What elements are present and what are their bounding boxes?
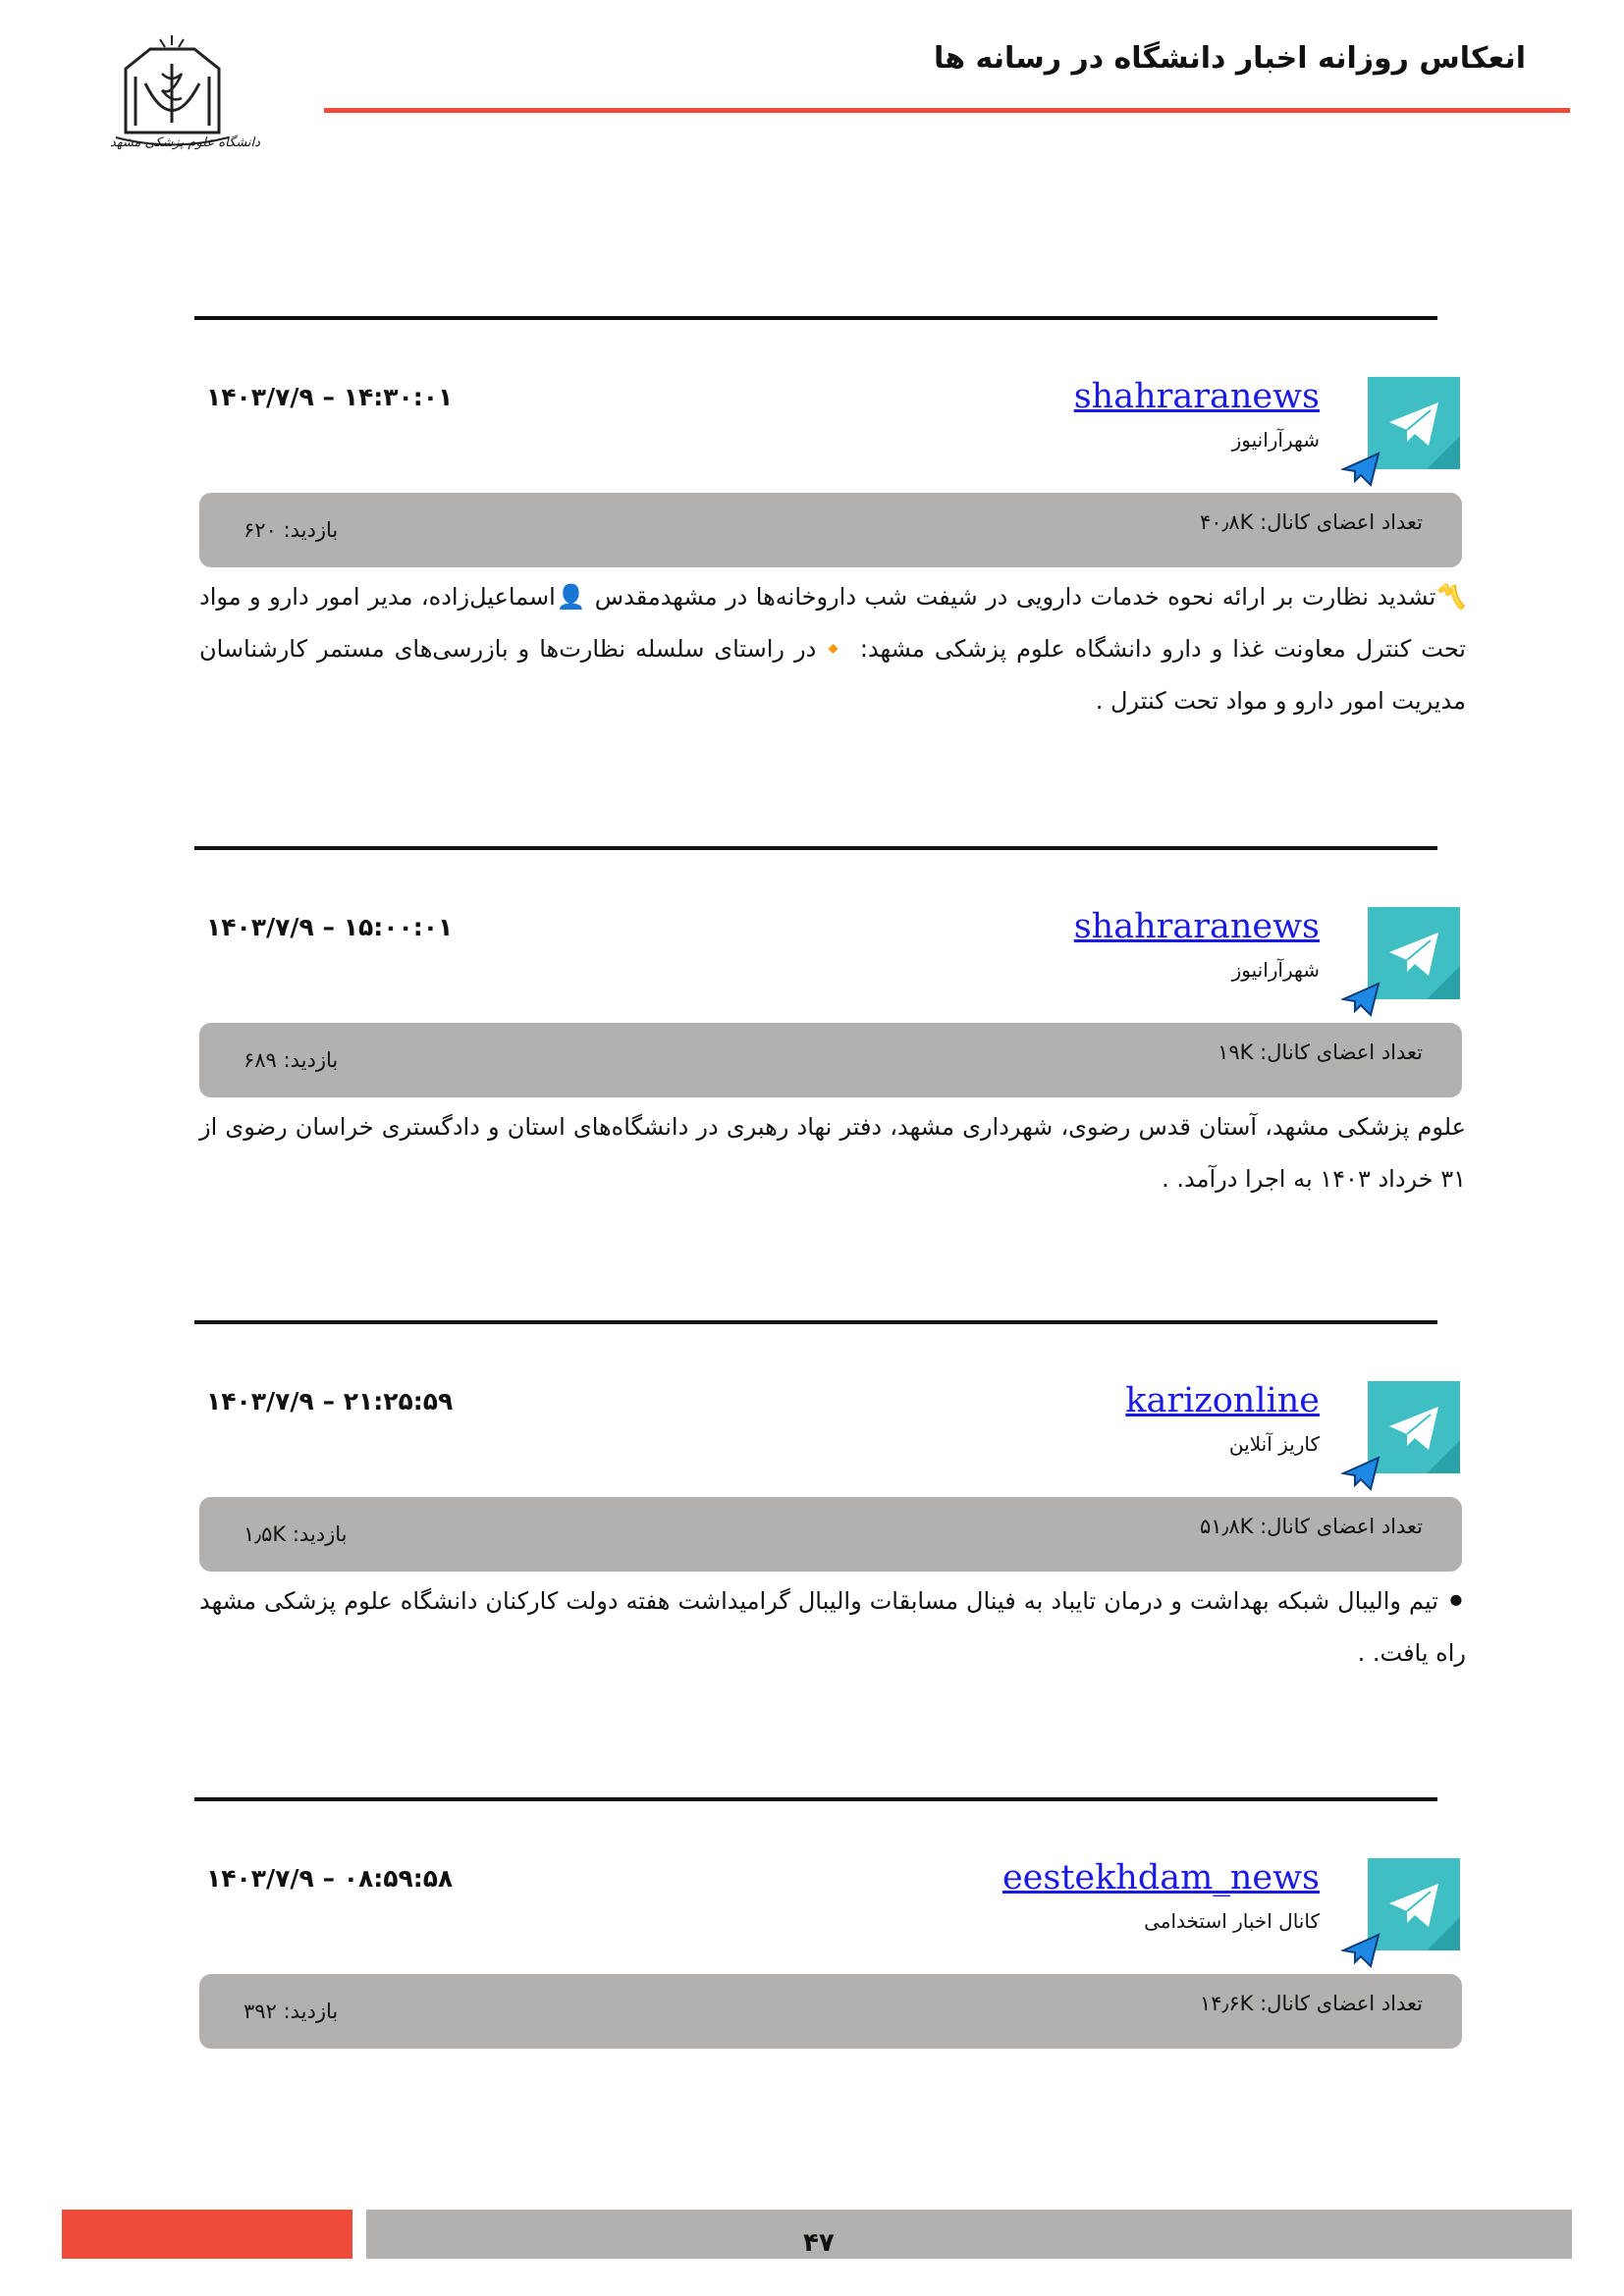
post-datetime: ۱۴۰۳/۷/۹ – ۱۵:۰۰:۰۱ [206, 913, 454, 941]
channel-handle-link[interactable]: eestekhdam_news [1001, 1858, 1320, 1897]
channel-name: کانال اخبار استخدامی [1144, 1909, 1320, 1933]
post-datetime: ۱۴۰۳/۷/۹ – ۲۱:۲۵:۵۹ [206, 1387, 454, 1415]
post-separator [194, 1320, 1437, 1324]
header-divider [324, 108, 1570, 113]
post-separator [194, 1797, 1437, 1801]
channel-handle-link[interactable]: karizonline [1125, 1381, 1320, 1420]
member-count: تعداد اعضای کانال: ۱۹K [1218, 1041, 1423, 1064]
page-title: انعکاس روزانه اخبار دانشگاه در رسانه ها [934, 41, 1526, 76]
post-datetime: ۱۴۰۳/۷/۹ – ۰۸:۵۹:۵۸ [206, 1864, 454, 1893]
view-count: بازدید: ۶۸۹ [244, 1048, 339, 1072]
post-separator [194, 846, 1437, 850]
telegram-icon [1368, 907, 1460, 999]
logo-caption: دانشگاه علوم پزشکی مشهد [110, 135, 260, 150]
stats-bar [199, 1023, 1462, 1097]
telegram-icon [1368, 1858, 1460, 1950]
channel-handle-link[interactable]: shahraranews [1073, 377, 1320, 416]
post-separator [194, 316, 1437, 320]
stats-bar [199, 1974, 1462, 2049]
page-number: ۴۷ [803, 2228, 835, 2258]
channel-name: کاریز آنلاین [1228, 1432, 1320, 1456]
channel-name: شهرآرانیوز [1231, 428, 1320, 452]
post-text: 〽️تشدید نظارت بر ارائه نحوه خدمات دارویی در شیفت شب داروخانه‌ها در مشهدمقدس 👤اسماعیل‌زاده، مدیر امور دارو و مواد تحت کنترل معاونت غذا و دارو دانشگاه علوم پزشکی مشهد: 🔸در راستای سلسله نظارت‌ها و بازرسی‌های مستمر کارشناسان مدیریت امور دارو و مواد تحت کنترل . [199, 583, 1466, 715]
channel-name: شهرآرانیوز [1231, 958, 1320, 982]
stats-bar [199, 493, 1462, 567]
post-text: ⚫ تیم والیبال شبکه بهداشت و درمان تایباد به فینال مسابقات والیبال گرامیداشت هفته دولت کارکنان دانشگاه علوم پزشکی مشهد راه یافت. . [199, 1587, 1466, 1667]
view-count: بازدید: ۳۹۲ [244, 2000, 339, 2023]
footer-bar [366, 2210, 1572, 2259]
telegram-icon [1368, 377, 1460, 469]
telegram-small-icon [1341, 1933, 1380, 1972]
member-count: تعداد اعضای کانال: ۴۰٫۸K [1199, 510, 1423, 534]
member-count: تعداد اعضای کانال: ۵۱٫۸K [1199, 1515, 1423, 1538]
telegram-small-icon [1341, 982, 1380, 1021]
view-count: بازدید: ۱٫۵K [244, 1522, 348, 1546]
stats-bar [199, 1497, 1462, 1572]
telegram-icon [1368, 1381, 1460, 1473]
view-count: بازدید: ۶۲۰ [244, 518, 339, 542]
post-datetime: ۱۴۰۳/۷/۹ – ۱۴:۳۰:۰۱ [206, 383, 454, 411]
telegram-small-icon [1341, 452, 1380, 491]
member-count: تعداد اعضای کانال: ۱۴٫۶K [1199, 1992, 1423, 2015]
telegram-small-icon [1341, 1456, 1380, 1495]
channel-handle-link[interactable]: shahraranews [1073, 907, 1320, 946]
post-text: علوم پزشکی مشهد، آستان قدس رضوی، شهرداری مشهد، دفتر نهاد رهبری در دانشگاه‌های استان و دادگستری خراسان رضوی از ۳۱ خرداد ۱۴۰۳ به اجرا درآمد. . [199, 1113, 1466, 1193]
footer-accent-bar [62, 2210, 352, 2259]
